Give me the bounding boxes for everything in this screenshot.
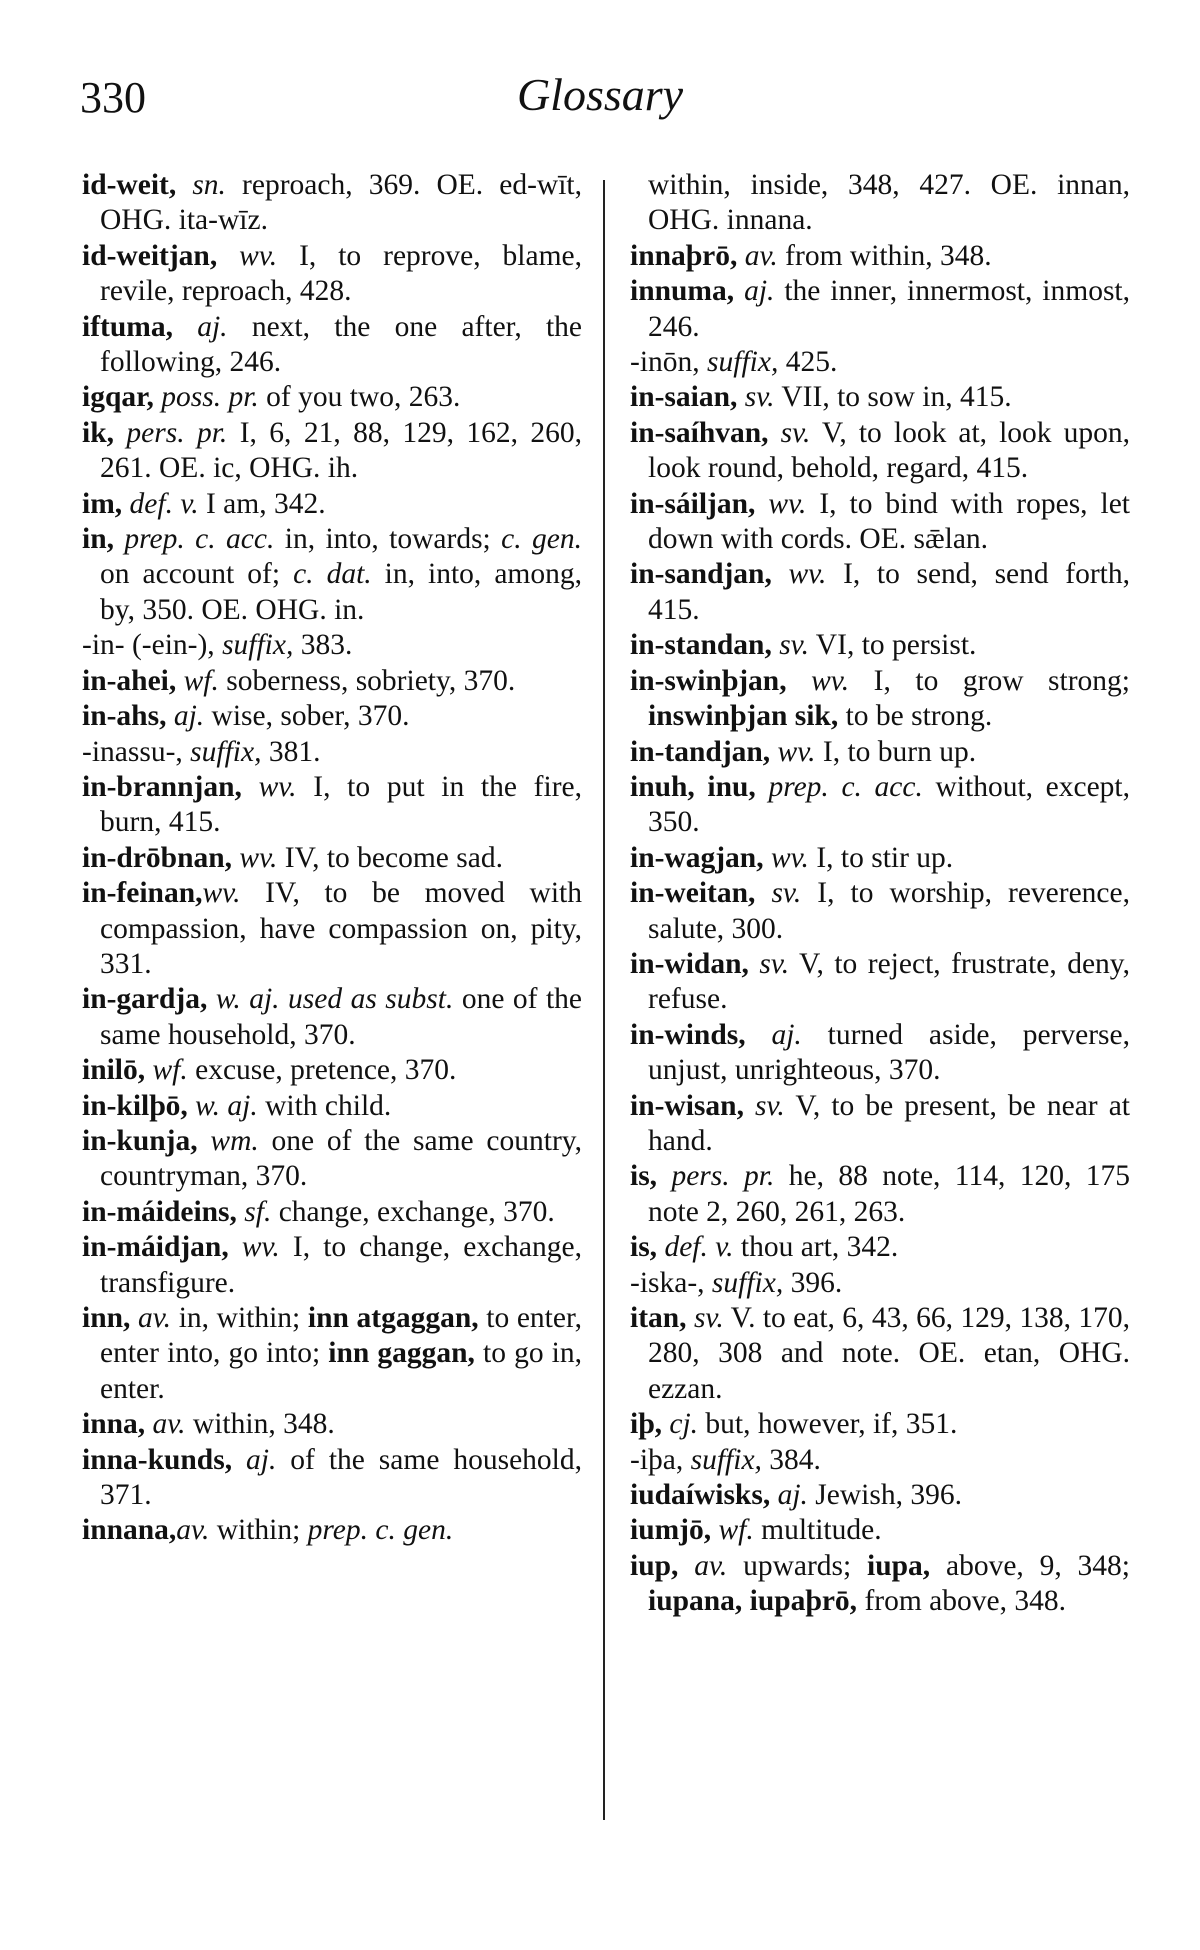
headword: inuh, inu, xyxy=(630,770,756,803)
grammar-label: sv. xyxy=(780,416,811,449)
headword: in-ahs, xyxy=(82,700,167,733)
definition-text: V, to look at, look upon, look round, behold, regard, 415. xyxy=(648,416,1130,485)
grammar-label: wv. xyxy=(788,558,827,591)
definition-text xyxy=(711,1514,718,1546)
glossary-entry xyxy=(630,487,1130,558)
definition-text: from above, 348. xyxy=(857,1585,1066,1618)
grammar-label: av. xyxy=(138,1302,172,1334)
definition-text: I, 6, 21, 88, 129, 162, 260, 261. OE. ic, OHG. ih. xyxy=(100,416,583,485)
glossary-entry xyxy=(82,310,582,381)
headword: in, xyxy=(82,523,114,556)
definition-text: above, 9, 348; xyxy=(930,1549,1131,1582)
glossary-entry xyxy=(82,1230,582,1301)
headword: id-weitjan, xyxy=(82,239,218,272)
definition-text: IV, to be moved with compassion, have compassion on, pity, 331. xyxy=(100,877,582,980)
definition-text: in, into, towards; xyxy=(274,523,502,556)
grammar-label: c. gen. xyxy=(501,523,582,556)
definition-text: I, to send, send forth, 415. xyxy=(648,558,1131,626)
definition-text: multitude. xyxy=(753,1514,882,1547)
headword: inn atgaggan, xyxy=(307,1302,479,1334)
definition-text xyxy=(229,1231,242,1263)
headword: innuma, xyxy=(630,275,735,308)
definition-text: I, to change, exchange, transfigure. xyxy=(100,1231,582,1299)
definition-text: change, exchange, 370. xyxy=(271,1195,555,1228)
definition-text xyxy=(678,1550,694,1582)
definition-text xyxy=(114,417,126,449)
definition-text xyxy=(755,877,771,909)
definition-text: of you two, 263. xyxy=(258,381,461,414)
definition-text xyxy=(166,700,173,732)
grammar-label: suffix, xyxy=(690,1443,762,1476)
grammar-label: sf. xyxy=(244,1195,272,1228)
glossary-entry xyxy=(630,1230,1130,1265)
headword: in-wagjan, xyxy=(630,841,764,874)
definition-text: V. to eat, 6, 43, 66, 129, 138, 170, 280, 308 and note. OE. etan, OHG. ezzan. xyxy=(648,1302,1130,1405)
headword: in-máidjan, xyxy=(82,1231,229,1264)
page-header xyxy=(0,68,1200,138)
glossary-entry xyxy=(630,770,1130,841)
headword: inilō, xyxy=(82,1054,146,1087)
glossary-entry xyxy=(82,1089,582,1124)
headword: is, xyxy=(630,1231,658,1264)
definition-text: 383. xyxy=(293,629,353,662)
definition-text xyxy=(755,488,768,520)
headword: iþ, xyxy=(630,1408,662,1441)
definition-text: IV, to become sad. xyxy=(277,841,503,874)
definition-text: on account of; xyxy=(100,558,294,591)
headword: igqar, xyxy=(82,381,154,414)
definition-text xyxy=(145,1054,152,1086)
definition-text: from within, 348. xyxy=(777,239,992,272)
glossary-entry xyxy=(630,1018,1130,1089)
grammar-label: suffix, xyxy=(707,346,779,379)
grammar-label: sv. xyxy=(771,877,802,910)
glossary-entry xyxy=(82,416,582,487)
headword: in-swinþjan, xyxy=(630,664,787,697)
headword: iup, xyxy=(630,1549,679,1582)
grammar-label: def. v. xyxy=(129,487,199,520)
definition-text: wise, sober, 370. xyxy=(204,700,410,733)
definition-text xyxy=(198,1125,211,1157)
grammar-label: sv. xyxy=(744,381,775,414)
definition-text: VII, to sow in, 415. xyxy=(774,381,1012,414)
grammar-label: suffix, xyxy=(190,735,262,768)
definition-text: but, however, if, 351. xyxy=(698,1408,958,1441)
definition-text: the inner, innermost, inmost, 246. xyxy=(648,275,1131,343)
glossary-entry xyxy=(82,628,582,663)
page-number: 330 xyxy=(80,73,146,122)
definition-text: of the same household, 371. xyxy=(100,1443,583,1512)
glossary-entry xyxy=(82,1195,582,1230)
definition-text xyxy=(173,311,197,343)
definition-text xyxy=(122,488,129,520)
grammar-label: aj. xyxy=(771,1018,802,1051)
glossary-entry xyxy=(630,239,1130,274)
definition-text xyxy=(772,558,789,590)
glossary-entry xyxy=(630,876,1130,947)
definition-text: I, to reprove, blame, revile, reproach, 428. xyxy=(100,239,582,308)
definition-text: I am, 342. xyxy=(198,487,326,520)
definition-text: to be strong. xyxy=(838,700,993,733)
grammar-label: aj. xyxy=(246,1443,277,1476)
glossary-entry xyxy=(82,699,582,734)
grammar-label: wv. xyxy=(258,770,297,803)
definition-text xyxy=(687,1302,694,1334)
grammar-label: aj. xyxy=(173,700,205,733)
glossary-entry xyxy=(82,1407,582,1442)
grammar-label: wv. xyxy=(811,664,850,697)
glossary-entry xyxy=(82,1513,582,1548)
grammar-label: sv. xyxy=(759,947,790,980)
definition-text xyxy=(744,1090,755,1122)
definition-text xyxy=(737,381,744,413)
definition-text: with child. xyxy=(257,1089,392,1122)
glossary-entry xyxy=(82,982,582,1053)
definition-text: within, 348. xyxy=(185,1408,335,1441)
definition-text: -in- (-ein-), xyxy=(82,629,223,662)
definition-text: upwards; xyxy=(727,1549,868,1582)
grammar-label: aj. xyxy=(744,275,775,308)
grammar-label: wf. xyxy=(718,1514,754,1547)
grammar-label: sv. xyxy=(693,1302,724,1334)
definition-text: turned aside, perverse, unjust, unrighteous, 370. xyxy=(648,1018,1130,1087)
glossary-entry xyxy=(630,735,1130,770)
definition-text xyxy=(734,275,744,307)
definition-text: I, to put in the fire, burn, 415. xyxy=(100,770,582,839)
definition-text: I, to grow strong; xyxy=(849,664,1130,697)
headword: iupa, xyxy=(867,1549,931,1582)
glossary-entry xyxy=(82,239,582,310)
definition-text xyxy=(746,1019,772,1051)
grammar-label: pers. pr. xyxy=(126,416,228,449)
definition-text: in, within; xyxy=(171,1302,308,1334)
definition-text xyxy=(764,842,771,874)
definition-text xyxy=(232,1444,246,1476)
glossary-entry xyxy=(82,1301,582,1407)
definition-text xyxy=(130,1302,138,1334)
grammar-label: suffix, xyxy=(711,1266,784,1299)
definition-text: -inōn, xyxy=(630,346,708,379)
definition-text xyxy=(737,240,744,272)
grammar-label: wf. xyxy=(152,1054,188,1087)
definition-text: V, to reject, frustrate, deny, refuse. xyxy=(648,947,1131,1016)
glossary-entry xyxy=(630,1443,1130,1478)
definition-text xyxy=(242,771,259,803)
definition-text: thou art, 342. xyxy=(733,1231,899,1264)
definition-text xyxy=(176,169,192,201)
grammar-label: aj. xyxy=(197,310,228,343)
grammar-label: wf. xyxy=(183,664,219,697)
glossary-entry xyxy=(630,345,1130,380)
glossary-entry xyxy=(82,380,582,415)
grammar-label: wv. xyxy=(768,487,807,520)
definition-text xyxy=(769,417,781,449)
definition-text xyxy=(207,983,215,1015)
page-title: Glossary xyxy=(516,69,684,120)
headword: in-sandjan, xyxy=(630,558,772,591)
grammar-label: av. xyxy=(152,1408,186,1441)
headword: inswinþjan sik, xyxy=(648,700,839,733)
definition-text: VI, to persist. xyxy=(808,629,977,662)
definition-text: soberness, sobriety, 370. xyxy=(218,664,516,697)
definition-text xyxy=(749,948,759,980)
definition-text: to enter, enter into, go into; xyxy=(100,1302,582,1370)
headword: in-winds, xyxy=(630,1018,746,1051)
glossary-entry xyxy=(630,1407,1130,1442)
headword: ik, xyxy=(82,416,114,449)
definition-text: 396. xyxy=(783,1266,843,1299)
glossary-entry xyxy=(630,841,1130,876)
definition-text xyxy=(770,736,777,768)
glossary-entry xyxy=(82,735,582,770)
definition-text xyxy=(217,240,239,272)
definition-text: excuse, pretence, 370. xyxy=(187,1054,457,1087)
glossary-entry xyxy=(82,1124,582,1195)
headword: in-máideins, xyxy=(82,1195,237,1228)
grammar-label: av. xyxy=(694,1549,728,1582)
grammar-label: wv. xyxy=(241,1231,280,1264)
headword: inna-kunds, xyxy=(82,1443,233,1476)
headword: iumjō, xyxy=(630,1514,712,1547)
grammar-label: pers. pr. xyxy=(671,1160,775,1193)
definition-text xyxy=(176,665,183,697)
definition-text xyxy=(770,1479,777,1511)
glossary-entry xyxy=(82,841,582,876)
grammar-label: w. aj. xyxy=(195,1089,258,1122)
headword: in-tandjan, xyxy=(630,735,771,768)
grammar-label: prep. c. gen. xyxy=(307,1514,454,1547)
glossary-entry xyxy=(82,522,582,628)
headword: iupana, iupaþrō, xyxy=(648,1585,858,1618)
definition-text: -iska-, xyxy=(630,1266,712,1299)
definition-text: to go in, enter. xyxy=(100,1337,582,1405)
grammar-label: cj. xyxy=(669,1408,699,1441)
headword: in-brannjan, xyxy=(82,770,242,803)
grammar-label: wv. xyxy=(239,841,278,874)
definition-text: I, to worship, reverence, salute, 300. xyxy=(648,877,1130,945)
glossary-entry xyxy=(630,416,1130,487)
glossary-entry xyxy=(630,1089,1130,1160)
glossary-entry xyxy=(630,168,1130,239)
definition-text: he, 88 note, 114, 120, 175 note 2, 260, 261, 263. xyxy=(648,1160,1130,1228)
headword: im, xyxy=(82,487,123,520)
grammar-label: av. xyxy=(176,1514,210,1547)
headword: inn gaggan, xyxy=(328,1337,475,1370)
glossary-entry xyxy=(630,1478,1130,1513)
grammar-label: wv. xyxy=(777,735,816,768)
grammar-label: prep. c. acc. xyxy=(124,523,275,556)
glossary-entry xyxy=(630,274,1130,345)
glossary-entry xyxy=(82,487,582,522)
definition-text: within; xyxy=(209,1514,308,1547)
glossary-entry xyxy=(82,770,582,841)
definition-text: without, except, 350. xyxy=(648,770,1130,839)
definition-text xyxy=(114,523,124,555)
headword: in-weitan, xyxy=(630,877,756,910)
definition-text: in, into, among, by, 350. OE. OHG. in. xyxy=(100,558,582,626)
definition-text: reproach, 369. OE. ed-wīt, OHG. ita-wīz. xyxy=(100,169,582,237)
headword: in-sáiljan, xyxy=(630,487,756,520)
headword: in-saíhvan, xyxy=(630,416,769,449)
grammar-label: av. xyxy=(744,239,778,272)
headword: iudaíwisks, xyxy=(630,1479,771,1512)
grammar-label: prep. c. acc. xyxy=(768,770,923,803)
headword: inna, xyxy=(82,1408,146,1441)
glossary-entry xyxy=(82,1443,582,1514)
glossary-entry xyxy=(630,1513,1130,1548)
glossary-entry xyxy=(82,168,582,239)
headword: in-widan, xyxy=(630,947,749,980)
headword: in-gardja, xyxy=(82,983,208,1016)
headword: in-wisan, xyxy=(630,1089,744,1122)
glossary-entry xyxy=(630,557,1130,628)
column-divider xyxy=(603,180,605,1820)
grammar-label: sn. xyxy=(192,169,226,201)
glossary-entry xyxy=(630,947,1130,1018)
headword: in-ahei, xyxy=(82,664,177,697)
headword: in-saian, xyxy=(630,381,738,414)
definition-text: I, to bind with ropes, let down with cords. OE. sǣlan. xyxy=(648,487,1131,556)
headword: innana, xyxy=(82,1514,177,1547)
definition-text: one of the same household, 370. xyxy=(100,983,582,1051)
definition-text xyxy=(787,665,812,697)
headword: is, xyxy=(630,1160,658,1193)
glossary-entry xyxy=(630,1266,1130,1301)
glossary-entry xyxy=(630,1301,1130,1407)
definition-text: Jewish, 396. xyxy=(807,1479,962,1512)
glossary-entry xyxy=(630,1159,1130,1230)
glossary-entry xyxy=(82,664,582,699)
glossary-entry xyxy=(630,628,1130,663)
definition-text: -inassu-, xyxy=(82,735,191,768)
grammar-label: suffix, xyxy=(222,629,294,662)
definition-text: V, to be present, be near at hand. xyxy=(648,1089,1131,1157)
definition-text xyxy=(657,1160,671,1192)
left-column xyxy=(82,168,582,1549)
headword: in-kunja, xyxy=(82,1124,198,1157)
grammar-label: def. v. xyxy=(664,1231,734,1264)
grammar-label: c. dat. xyxy=(293,558,372,591)
definition-text: within, inside, 348, 427. OE. innan, OHG. innana. xyxy=(648,169,1130,237)
grammar-label: wv. xyxy=(239,239,278,272)
definition-text: one of the same country, countryman, 370. xyxy=(100,1124,582,1193)
definition-text xyxy=(756,771,769,803)
definition-text: 381. xyxy=(261,735,321,768)
grammar-label: w. aj. used as subst. xyxy=(215,983,454,1016)
glossary-entry xyxy=(630,1549,1130,1620)
definition-text: I, to stir up. xyxy=(808,841,954,874)
grammar-label: sv. xyxy=(755,1089,785,1122)
definition-text: -iþa, xyxy=(630,1443,691,1476)
headword: in-standan, xyxy=(630,629,772,662)
headword: itan, xyxy=(630,1302,687,1334)
grammar-label: poss. pr. xyxy=(161,381,259,414)
grammar-label: aj. xyxy=(777,1479,808,1512)
headword: in-kilþō, xyxy=(82,1089,188,1122)
definition-text xyxy=(145,1408,152,1440)
grammar-label: sv. xyxy=(779,629,809,662)
glossary-entry xyxy=(630,664,1130,735)
headword: iftuma, xyxy=(82,310,173,343)
headword: innaþrō, xyxy=(630,239,738,272)
grammar-label: wv. xyxy=(770,841,809,874)
grammar-label: wm. xyxy=(210,1124,259,1157)
headword: in-feinan, xyxy=(82,877,203,910)
definition-text: 425. xyxy=(778,346,838,379)
definition-text: I, to burn up. xyxy=(815,735,977,768)
headword: in-drōbnan, xyxy=(82,841,233,874)
glossary-entry xyxy=(82,1053,582,1088)
grammar-label: wv. xyxy=(202,877,241,910)
glossary-entry xyxy=(630,380,1130,415)
glossary-entry xyxy=(82,876,582,982)
right-column xyxy=(630,168,1130,1620)
headword: inn, xyxy=(82,1302,131,1334)
definition-text: 384. xyxy=(761,1443,821,1476)
headword: id-weit, xyxy=(82,169,177,201)
definition-text: next, the one after, the following, 246. xyxy=(100,310,583,379)
